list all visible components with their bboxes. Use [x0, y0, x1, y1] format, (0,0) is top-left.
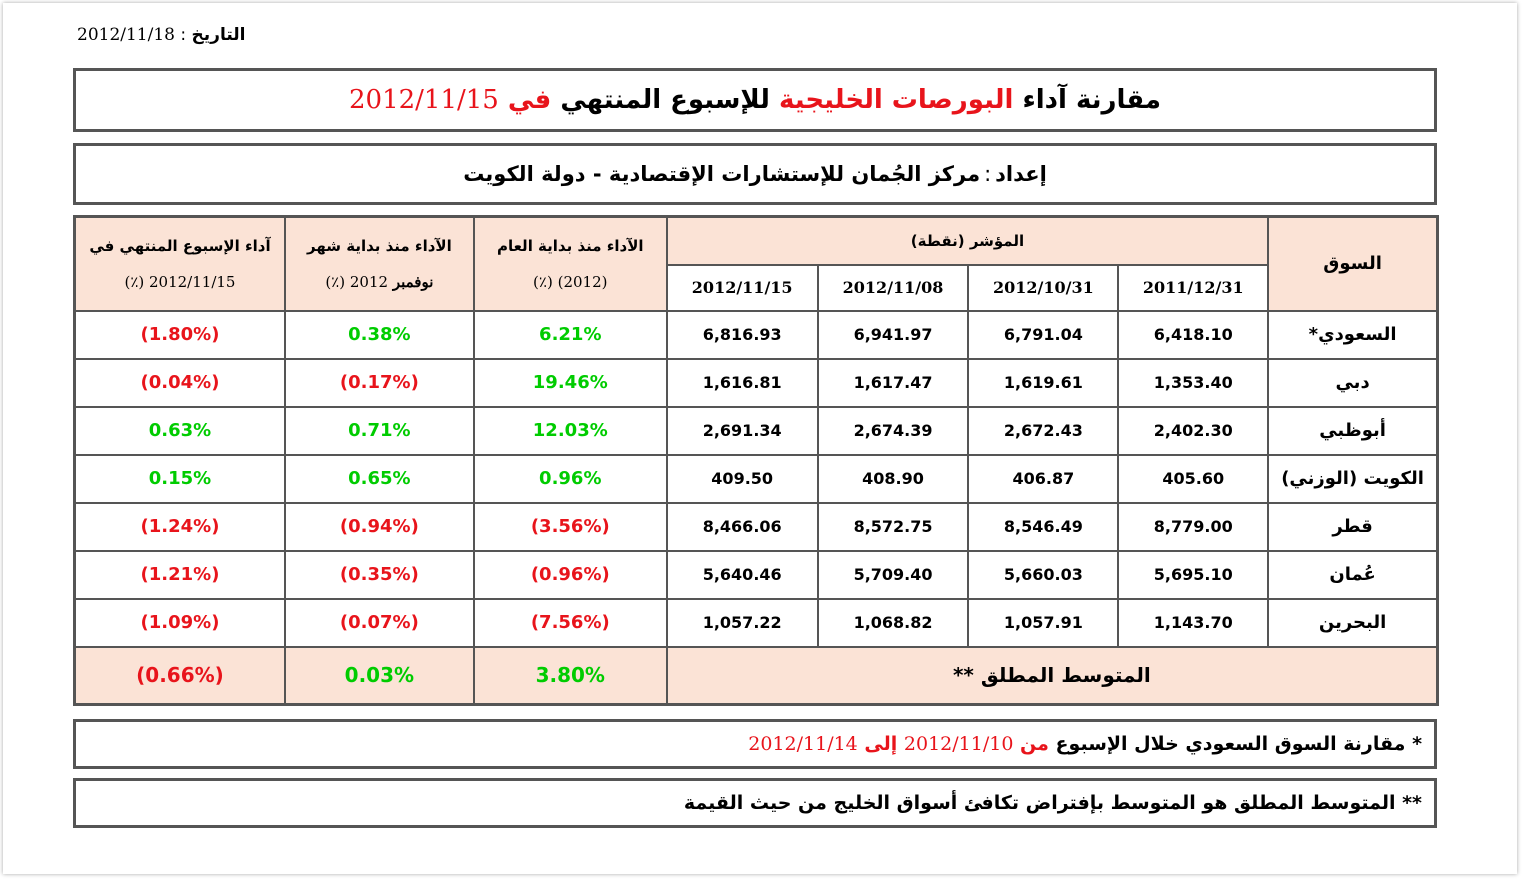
- prepared-org: مركز الجُمان للإستشارات الإقتصادية - دولة الكويت: [463, 162, 981, 186]
- index-header: المؤشر (نقطة): [667, 217, 1268, 265]
- note1-star: *: [1412, 733, 1422, 755]
- ytd-performance: 12.03%: [474, 407, 667, 455]
- average-ytd: 3.80%: [474, 647, 667, 705]
- index-2012-11-08: 408.90: [818, 455, 969, 503]
- prepared-by: إعداد : مركز الجُمان للإستشارات الإقتصادية - دولة الكويت: [73, 143, 1437, 205]
- date-value: 2012/11/18: [77, 25, 175, 45]
- ytd-performance: 6.21%: [474, 311, 667, 359]
- note-average: [73, 778, 1437, 828]
- mtd-performance: (0.17%): [285, 359, 474, 407]
- week-performance: (1.09%): [75, 599, 285, 647]
- mtd-performance: 0.38%: [285, 311, 474, 359]
- mtd-performance: (0.35%): [285, 551, 474, 599]
- week-header-sub: 2012/11/15 (٪): [124, 272, 236, 291]
- ytd-performance: (3.56%): [474, 503, 667, 551]
- index-2011-12-31: 1,353.40: [1118, 359, 1268, 407]
- index-2012-11-15: 1,616.81: [667, 359, 818, 407]
- mtd-header-label: الآداء منذ بداية شهر: [307, 236, 452, 255]
- week-performance: 0.63%: [75, 407, 285, 455]
- mtd-performance: (0.94%): [285, 503, 474, 551]
- index-2011-12-31: 2,402.30: [1118, 407, 1268, 455]
- mtd-header-sub: [286, 273, 473, 291]
- table-row: [75, 503, 1438, 551]
- ytd-header-sub: (2012) (٪): [533, 272, 608, 291]
- ytd-performance: (0.96%): [474, 551, 667, 599]
- date-header-1: 2011/12/31: [1118, 265, 1268, 311]
- market-name: عُمان: [1268, 551, 1437, 599]
- index-2011-12-31: 405.60: [1118, 455, 1268, 503]
- index-2011-12-31: 1,143.70: [1118, 599, 1268, 647]
- ytd-performance: 19.46%: [474, 359, 667, 407]
- table-body: [75, 311, 1438, 647]
- index-2012-11-08: 2,674.39: [818, 407, 969, 455]
- title-part1: مقارنة آداء: [1022, 85, 1162, 115]
- date-header-2: 2012/10/31: [968, 265, 1118, 311]
- index-2012-11-15: 8,466.06: [667, 503, 818, 551]
- mtd-performance: 0.71%: [285, 407, 474, 455]
- week-performance: (0.04%): [75, 359, 285, 407]
- table-row: [75, 455, 1438, 503]
- average-mtd: 0.03%: [285, 647, 474, 705]
- ytd-header-label: الآداء منذ بداية العام: [496, 236, 644, 255]
- report-title: [73, 68, 1437, 132]
- date-label: التاريخ: [191, 25, 246, 45]
- market-name: قطر: [1268, 503, 1437, 551]
- table-row: [75, 407, 1438, 455]
- index-2011-12-31: 5,695.10: [1118, 551, 1268, 599]
- mtd-performance: 0.65%: [285, 455, 474, 503]
- report-date: التاريخ : 2012/11/18: [77, 25, 246, 45]
- mtd-performance: (0.07%): [285, 599, 474, 647]
- mtd-header-month: نوفمبر: [392, 272, 434, 291]
- index-2011-12-31: 8,779.00: [1118, 503, 1268, 551]
- week-header: [75, 217, 285, 311]
- note-saudi: [73, 719, 1437, 769]
- market-name: السعودي*: [1268, 311, 1437, 359]
- ytd-performance: 0.96%: [474, 455, 667, 503]
- note2-text: ** المتوسط المطلق هو المتوسط بإفتراض تكافئ أسواق الخليج من حيث القيمة: [683, 792, 1422, 814]
- market-name: دبي: [1268, 359, 1437, 407]
- table-row: [75, 359, 1438, 407]
- index-2012-11-15: 1,057.22: [667, 599, 818, 647]
- index-2012-10-31: 1,619.61: [968, 359, 1118, 407]
- note1-to: إلى: [864, 733, 898, 755]
- ytd-header: [474, 217, 667, 311]
- prepared-label: إعداد: [995, 162, 1047, 186]
- table-row: [75, 311, 1438, 359]
- index-2012-10-31: 6,791.04: [968, 311, 1118, 359]
- index-2012-10-31: 5,660.03: [968, 551, 1118, 599]
- index-2012-10-31: 1,057.91: [968, 599, 1118, 647]
- index-2012-10-31: 406.87: [968, 455, 1118, 503]
- index-2012-10-31: 8,546.49: [968, 503, 1118, 551]
- title-part2: البورصات الخليجية: [778, 85, 1014, 115]
- index-2012-11-15: 2,691.34: [667, 407, 818, 455]
- index-2012-11-15: 6,816.93: [667, 311, 818, 359]
- ytd-performance: (7.56%): [474, 599, 667, 647]
- note1-from: من: [1020, 733, 1049, 755]
- mtd-header: [285, 217, 474, 311]
- table-row: [75, 599, 1438, 647]
- date-header-4: 2012/11/15: [667, 265, 818, 311]
- title-date: 2012/11/15: [348, 85, 499, 115]
- index-2012-11-08: 1,617.47: [818, 359, 969, 407]
- market-name: الكويت (الوزني): [1268, 455, 1437, 503]
- market-name: البحرين: [1268, 599, 1437, 647]
- average-row: [75, 647, 1438, 705]
- index-2012-11-08: 5,709.40: [818, 551, 969, 599]
- report-page: [3, 3, 1517, 874]
- week-performance: (1.24%): [75, 503, 285, 551]
- index-2012-11-08: 8,572.75: [818, 503, 969, 551]
- index-2012-10-31: 2,672.43: [968, 407, 1118, 455]
- mtd-header-year: 2012 (٪): [325, 272, 389, 291]
- index-2012-11-08: 1,068.82: [818, 599, 969, 647]
- title-part4: في: [507, 85, 552, 115]
- index-2011-12-31: 6,418.10: [1118, 311, 1268, 359]
- date-header-3: 2012/11/08: [818, 265, 969, 311]
- average-label: المتوسط المطلق **: [667, 647, 1438, 705]
- index-2012-11-15: 5,640.46: [667, 551, 818, 599]
- index-2012-11-15: 409.50: [667, 455, 818, 503]
- week-performance: (1.80%): [75, 311, 285, 359]
- index-2012-11-08: 6,941.97: [818, 311, 969, 359]
- markets-table: [73, 215, 1439, 706]
- market-header: السوق: [1268, 217, 1437, 311]
- table-row: [75, 551, 1438, 599]
- title-part3: للإسبوع المنتهي: [560, 85, 770, 115]
- average-week: (0.66%): [75, 647, 285, 705]
- week-header-label: آداء الإسبوع المنتهي في: [89, 236, 271, 255]
- note1-date2: 2012/11/14: [748, 733, 858, 755]
- note1-text: مقارنة السوق السعودي خلال الإسبوع: [1055, 733, 1406, 755]
- note1-date1: 2012/11/10: [903, 733, 1014, 755]
- week-performance: 0.15%: [75, 455, 285, 503]
- week-performance: (1.21%): [75, 551, 285, 599]
- market-name: أبوظبي: [1268, 407, 1437, 455]
